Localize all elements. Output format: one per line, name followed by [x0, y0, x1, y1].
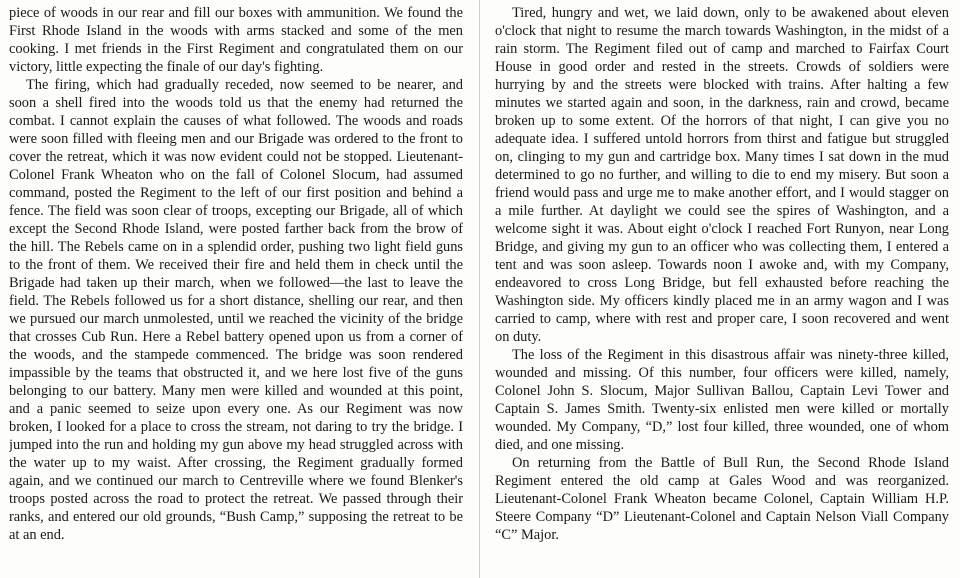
paragraph-reorganization: On returning from the Battle of Bull Run, the Second Rhode Island Regiment entered the old camp at Gales Wood and was reorganized. Lieutenant-Colonel Frank Wheaton became Colonel, Captain William H.P. Steere Company “D” Lieutenant-Colonel and Captain Nelson Viall Company “C” Major. — [495, 455, 949, 543]
paragraph-losses: The loss of the Regiment in this disastrous affair was ninety-three killed, wounded and missing. Of this number, four officers were killed, namely, Colonel John S. Slocum, Major Sullivan Ballou, Captain Levi Tower and Captain S. James Smith. Twenty-six enlisted men were killed or mortally wounded. My Company, “D,” lost four killed, three wounded, one of whom died, and one missing. — [495, 347, 949, 453]
right-text-column — [495, 4, 949, 574]
paragraph-march-to-washington: Tired, hungry and wet, we laid down, only to be awakened about eleven o'clock that night to resume the march towards Washington, in the midst of a rain storm. The Regiment filed out of camp and marched to Fairfax Court House in good order and rested in the streets. Crowds of soldiers were hurrying by and the streets were blocked with trains. After halting a few minutes we started again and soon, in the darkness, rain and crowd, became broken up to some extent. Of the horrors of that night, I can give you no adequate idea. I suffered untold horrors from thirst and fatigue but struggled on, clinging to my gun and cartridge box. Many times I sat down in the mud determined to go no further, and willing to die to end my misery. But soon a friend would pass and urge me to make another effort, and I would stagger on a mile further. At daylight we could see the spires of Washington, and a welcome sight it was. About eight o'clock I reached Fort Runyon, near Long Bridge, and giving my gun to an officer who was collecting them, I entered a tent and was soon asleep. Towards noon I awoke and, with my Company, endeavored to cross Long Bridge, but fell exhausted before reaching the Washington side. My officers kindly placed me in an army wagon and I was carried to camp, where with rest and proper care, I soon recovered and went on duty. — [495, 5, 949, 345]
paragraph-continued: piece of woods in our rear and fill our boxes with ammunition. We found the First Rhode Island in the woods with arms stacked and some of the men cooking. I met friends in the First Regiment and congratulated them on our victory, little expecting the finale of our day's fighting. — [9, 5, 463, 75]
paragraph-retreat: The firing, which had gradually receded, now seemed to be nearer, and soon a shell fired into the woods told us that the enemy had returned the combat. I cannot explain the causes of what followed. The woods and roads were soon filled with fleeing men and our Brigade was ordered to the front to cover the retreat, which it was now evident could not be stopped. Lieutenant-Colonel Frank Wheaton who on the fall of Colonel Slocum, had assumed command, posted the Regiment to the left of our first position and behind a fence. The field was soon clear of troops, excepting our Brigade, all of which except the Second Rhode Island, were posted farther back from the brow of the hill. The Rebels came on in a splendid order, pushing two light field guns to the front of them. We received their fire and held them in check until the Brigade had taken up their march, when we followed—the last to leave the field. The Rebels followed us for a short distance, shelling our rear, and then we pursued our march unmolested, until we reached the vicinity of the bridge that crosses Cub Run. Here a Rebel battery opened upon us from a corner of the woods, and the stampede commenced. The bridge was soon rendered impassible by the teams that obstructed it, and we here lost five of the guns belonging to our battery. Many men were killed and wounded at this point, and a panic seemed to seize upon every one. As our Regiment was now broken, I looked for a place to cross the stream, not daring to try the bridge. I jumped into the run and holding my gun above my head struggled across with the water up to my waist. After crossing, the Regiment gradually formed again, and we continued our march to Centreville where we found Blenker's troops posted across the road to protect the retreat. We passed through their ranks, and entered our old grounds, “Bush Camp,” supposing the retreat to be at an end. — [9, 77, 463, 543]
left-text-column — [9, 4, 463, 574]
column-divider — [479, 0, 480, 578]
